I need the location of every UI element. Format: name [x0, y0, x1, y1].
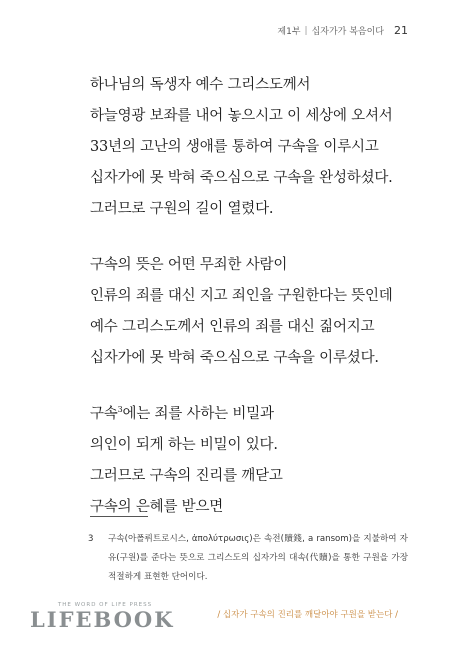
- stanza: [90, 250, 420, 374]
- logo-tagline: THE WORD OF LIFE PRESS: [57, 602, 153, 608]
- footnote-divider: [90, 516, 148, 517]
- text-line: 구속의 뜻은 어떤 무죄한 사람이: [90, 257, 288, 273]
- body-text: [90, 70, 420, 548]
- text-line: 구속의 은혜를 받으면: [90, 499, 224, 515]
- chapter-title: 십자가가 복음이다: [311, 27, 384, 37]
- footnote-marker[interactable]: 3: [117, 405, 123, 415]
- footnote-number: 3: [88, 534, 94, 544]
- text-line: 하늘영광 보좌를 내어 놓으시고 이 세상에 오셔서: [90, 108, 393, 124]
- line-text: 에는 죄를 사하는 비밀과: [122, 406, 274, 422]
- line-text: 구속: [90, 406, 118, 422]
- footer-book-title: / 십자가 구속의 진리를 깨달아야 구원을 받는다 /: [217, 610, 398, 620]
- text-line: 그러므로 구원의 길이 열렸다.: [90, 201, 274, 217]
- text-line: 십자가에 못 박혀 죽으심으로 구속을 이루셨다.: [90, 350, 379, 366]
- text-line: 십자가에 못 박혀 죽으심으로 구속을 완성하셨다.: [90, 170, 393, 186]
- stanza: [90, 70, 420, 225]
- text-line: 그러므로 구속의 진리를 깨닫고: [90, 468, 283, 484]
- footnote-text: 구속(아폴뤼트로시스, ἀπολύτρωσις)은 속전(贖錢, a ransom)을 지불하여 자유(구원)를 준다는 뜻으로 그리스도의 십자가의 대속(代贖)을 통한 구원을 가장 적절하게 표현한 단어이다.: [108, 534, 408, 582]
- text-line: 33년의 고난의 생애를 통하여 구속을 이루시고: [90, 139, 379, 155]
- publisher-logo: [30, 602, 180, 631]
- text-line: 하나님의 독생자 예수 그리스도께서: [90, 77, 311, 93]
- part-label: 제1부: [277, 27, 301, 37]
- text-line: 예수 그리스도께서 인류의 죄를 대신 짊어지고: [90, 319, 375, 335]
- running-head: [277, 24, 408, 37]
- text-line: [90, 399, 420, 430]
- running-head-separator: |: [304, 25, 308, 36]
- logo-brand: LIFEBOOK: [30, 607, 175, 632]
- footnote: [88, 530, 408, 587]
- page-number: 21: [394, 24, 408, 37]
- stanza: [90, 399, 420, 523]
- text-line: 의인이 되게 하는 비밀이 있다.: [90, 437, 278, 453]
- text-line: 인류의 죄를 대신 지고 죄인을 구원한다는 뜻인데: [90, 288, 393, 304]
